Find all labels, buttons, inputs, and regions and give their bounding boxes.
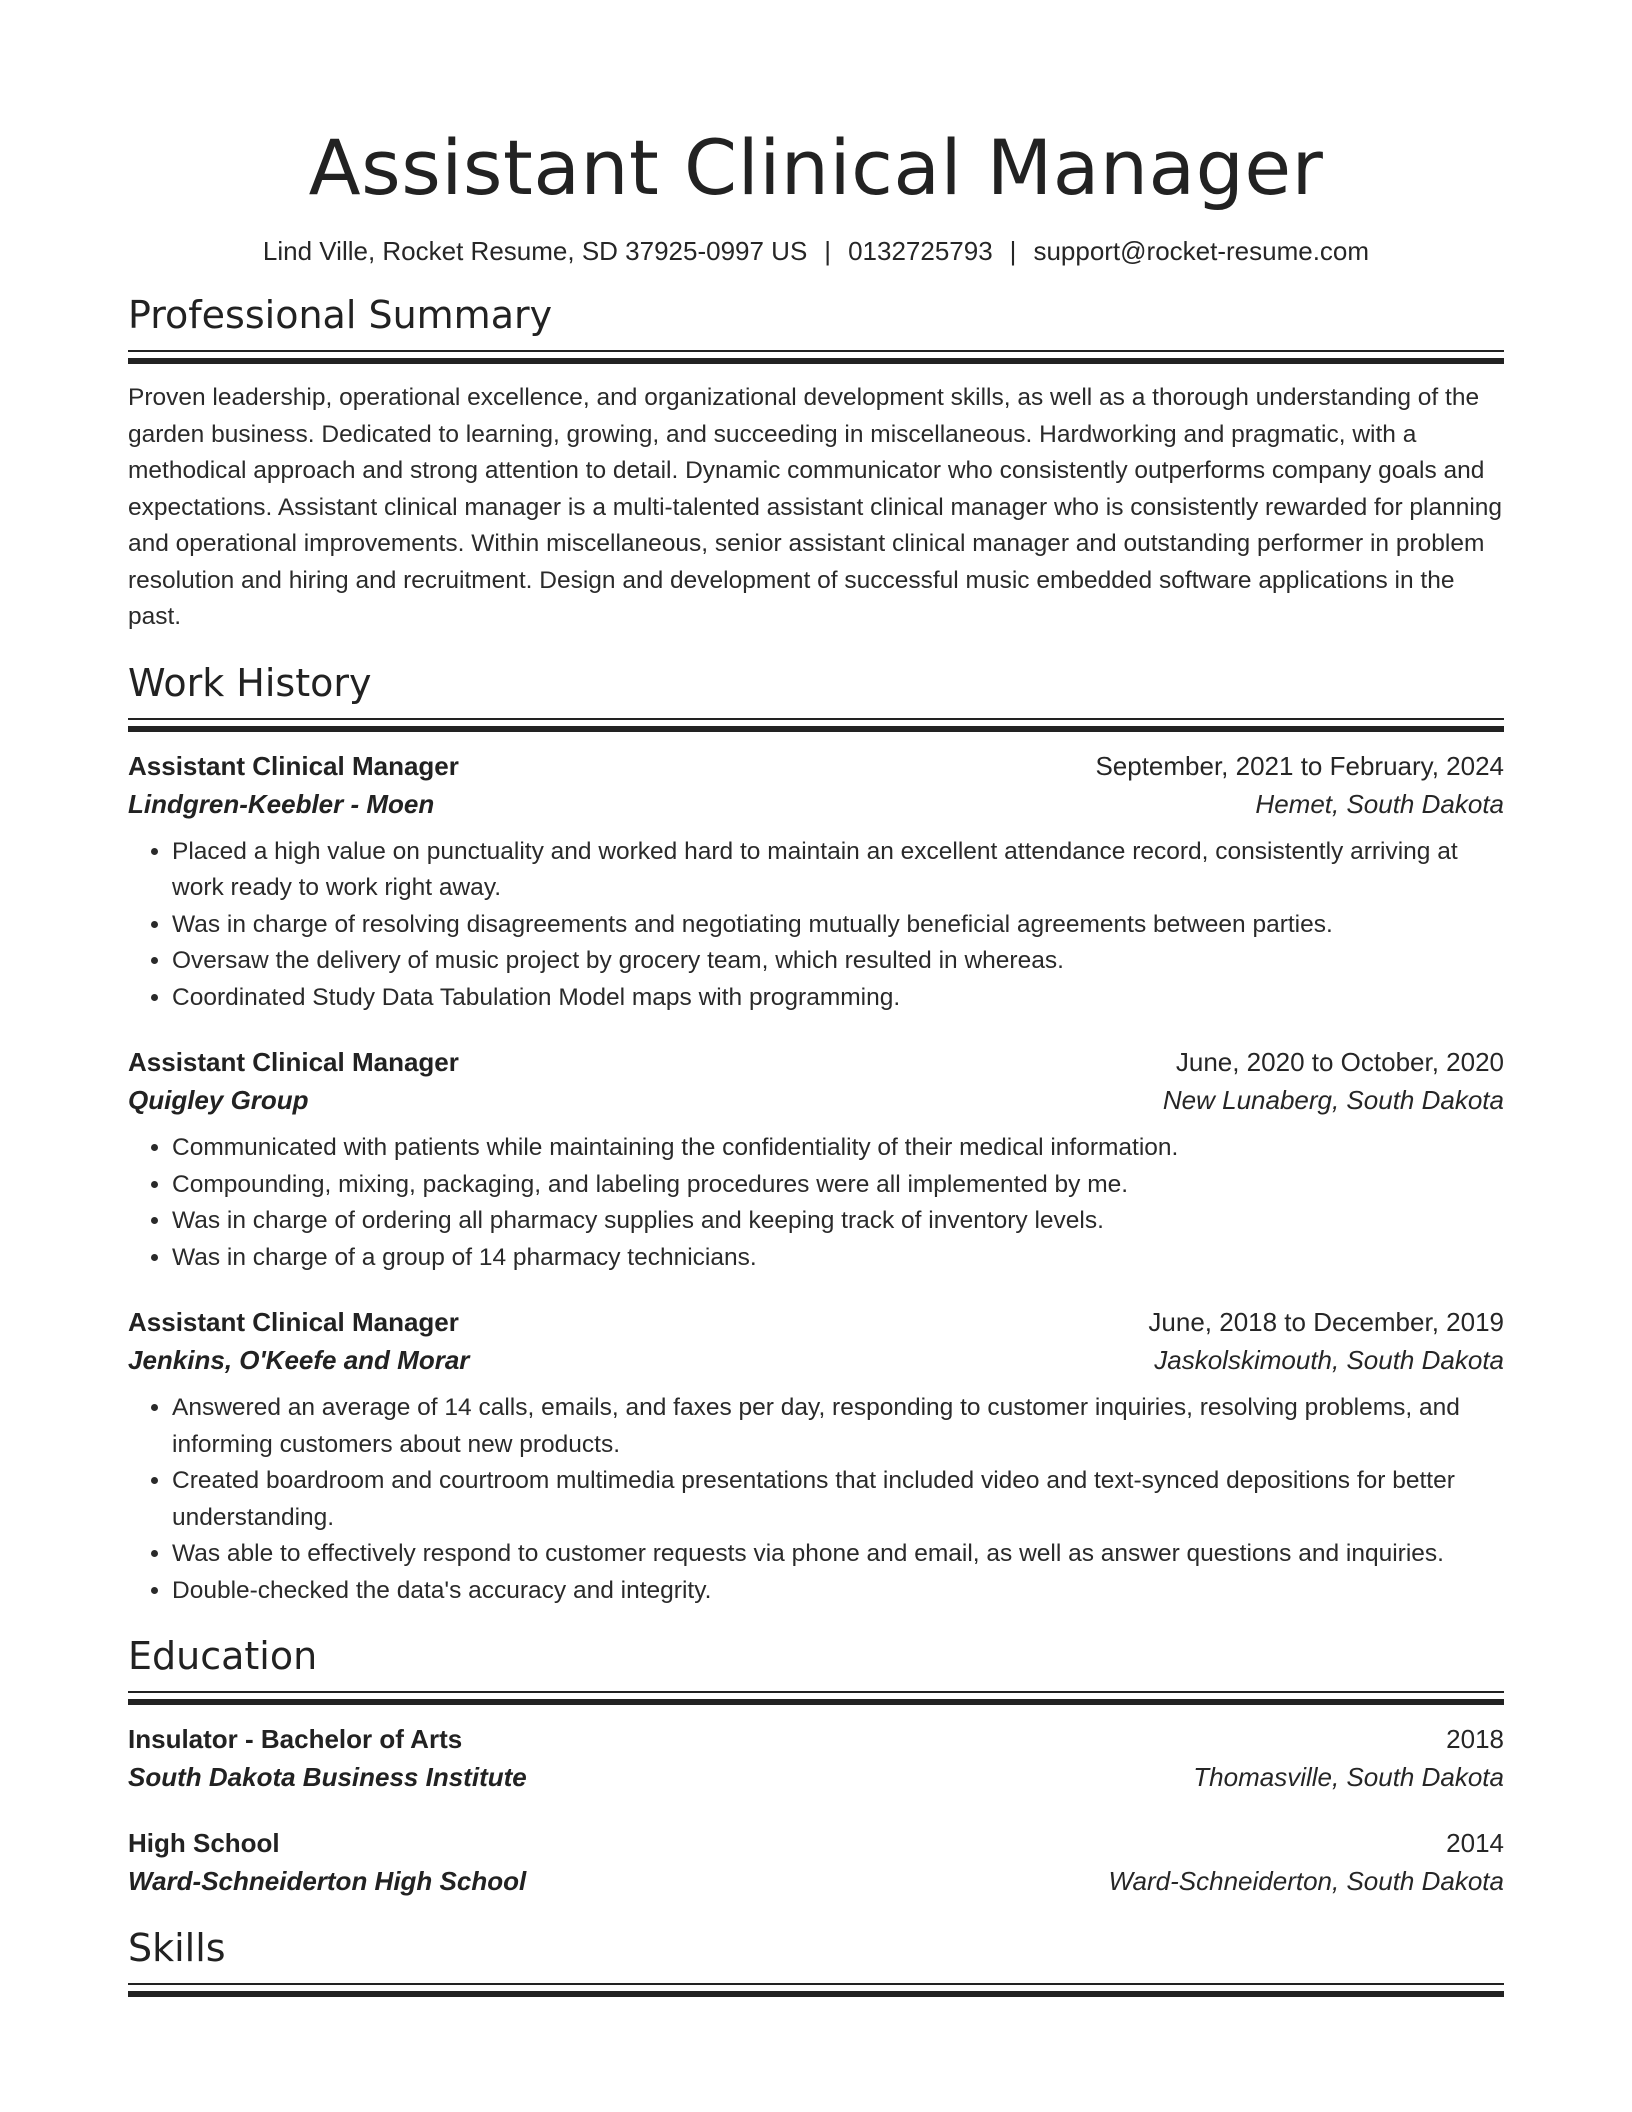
contact-address: Lind Ville, Rocket Resume, SD 37925-0997 US [262, 236, 808, 266]
job-title: Assistant Clinical Manager [128, 1047, 459, 1077]
job-bullet: • Communicated with patients while maintaining the confidentiality of their medical information. [172, 1130, 1504, 1167]
summary-heading: Professional Summary [128, 293, 553, 337]
contact-email: support@rocket-resume.com [1033, 236, 1370, 266]
education-location: Thomasville, South Dakota [1193, 1762, 1504, 1792]
job-entry [128, 1304, 1504, 1609]
contact-separator: | [1009, 236, 1017, 266]
section-divider [128, 1691, 1504, 1705]
section-divider [128, 1983, 1504, 1997]
work-history-heading: Work History [128, 660, 372, 705]
education-entry [128, 1721, 1504, 1797]
education-degree: High School [128, 1828, 280, 1858]
job-company: Quigley Group [128, 1085, 309, 1115]
skills-heading: Skills [128, 1926, 226, 1970]
summary-text: Proven leadership, operational excellence, and organizational development skills, as well as a thorough understanding of the garden business. Dedicated to learning, growing, and succeeding in miscellaneous. Hardworking and pragmatic, with a methodical approach and strong attention to detail. Dynamic communicator who consistently outperforms company goals and expectations. Assistant clinical manager is a multi-talented assistant clinical manager who is consistently rewarded for planning and operational improvements. Within miscellaneous, senior assistant clinical manager and outstanding performer in problem resolution and hiring and recruitment. Design and development of successful music embedded software applications in the past. [128, 384, 1503, 630]
job-title: Assistant Clinical Manager [128, 1307, 459, 1337]
job-bullet: • Answered an average of 14 calls, emails, and faxes per day, responding to customer inquiries, resolving problems, and informing customers about new products. [172, 1390, 1504, 1463]
summary-section [128, 292, 1504, 636]
job-company: Lindgren-Keebler - Moen [128, 788, 435, 819]
job-dates: June, 2018 to December, 2019 [1148, 1307, 1504, 1337]
education-section [128, 1633, 1504, 1901]
contact-line [128, 234, 1504, 268]
job-bullets [128, 1390, 1504, 1609]
contact-phone: 0132725793 [848, 236, 993, 266]
job-bullet: • Was in charge of resolving disagreements and negotiating mutually beneficial agreements between parties. [172, 907, 1504, 944]
job-bullet: • Was in charge of a group of 14 pharmacy technicians. [172, 1240, 1504, 1277]
job-bullet: • Double-checked the data's accuracy and integrity. [172, 1573, 1504, 1610]
job-company: Jenkins, O'Keefe and Morar [128, 1345, 470, 1375]
job-bullet: • Coordinated Study Data Tabulation Model maps with programming. [172, 980, 1504, 1017]
skills-section [128, 1925, 1504, 1997]
job-dates: June, 2020 to October, 2020 [1175, 1047, 1504, 1077]
job-bullet: • Compounding, mixing, packaging, and labeling procedures were all implemented by me. [172, 1167, 1504, 1204]
education-entry [128, 1825, 1504, 1901]
section-divider [128, 350, 1504, 364]
education-school: South Dakota Business Institute [128, 1762, 527, 1792]
job-bullet: • Created boardroom and courtroom multimedia presentations that included video and text-synced depositions for better understanding. [172, 1463, 1504, 1536]
job-bullets [128, 1130, 1504, 1276]
resume-name: Assistant Clinical Manager [308, 123, 1324, 212]
section-divider [128, 718, 1504, 732]
job-location: Jaskolskimouth, South Dakota [1154, 1345, 1504, 1375]
education-school: Ward-Schneiderton High School [128, 1866, 527, 1896]
job-title: Assistant Clinical Manager [128, 750, 459, 781]
education-year: 2014 [1446, 1828, 1504, 1858]
job-bullet: • Was able to effectively respond to customer requests via phone and email, as well as answer questions and inquiries. [172, 1536, 1504, 1573]
job-bullets [128, 834, 1504, 1017]
contact-separator: | [824, 236, 832, 266]
education-degree: Insulator - Bachelor of Arts [128, 1724, 463, 1754]
work-history-section [128, 660, 1504, 1610]
education-location: Ward-Schneiderton, South Dakota [1108, 1866, 1504, 1896]
job-bullet: • Oversaw the delivery of music project by grocery team, which resulted in whereas. [172, 943, 1504, 980]
job-location: New Lunaberg, South Dakota [1162, 1085, 1504, 1115]
job-bullet: • Placed a high value on punctuality and worked hard to maintain an excellent attendance record, consistently arriving at work ready to work right away. [172, 834, 1504, 907]
job-location: Hemet, South Dakota [1255, 788, 1504, 819]
job-dates: September, 2021 to February, 2024 [1095, 750, 1504, 781]
education-heading: Education [128, 1634, 318, 1678]
job-bullet: • Was in charge of ordering all pharmacy supplies and keeping track of inventory levels. [172, 1203, 1504, 1240]
job-entry [128, 1044, 1504, 1276]
education-year: 2018 [1446, 1724, 1504, 1754]
job-entry [128, 748, 1504, 1017]
